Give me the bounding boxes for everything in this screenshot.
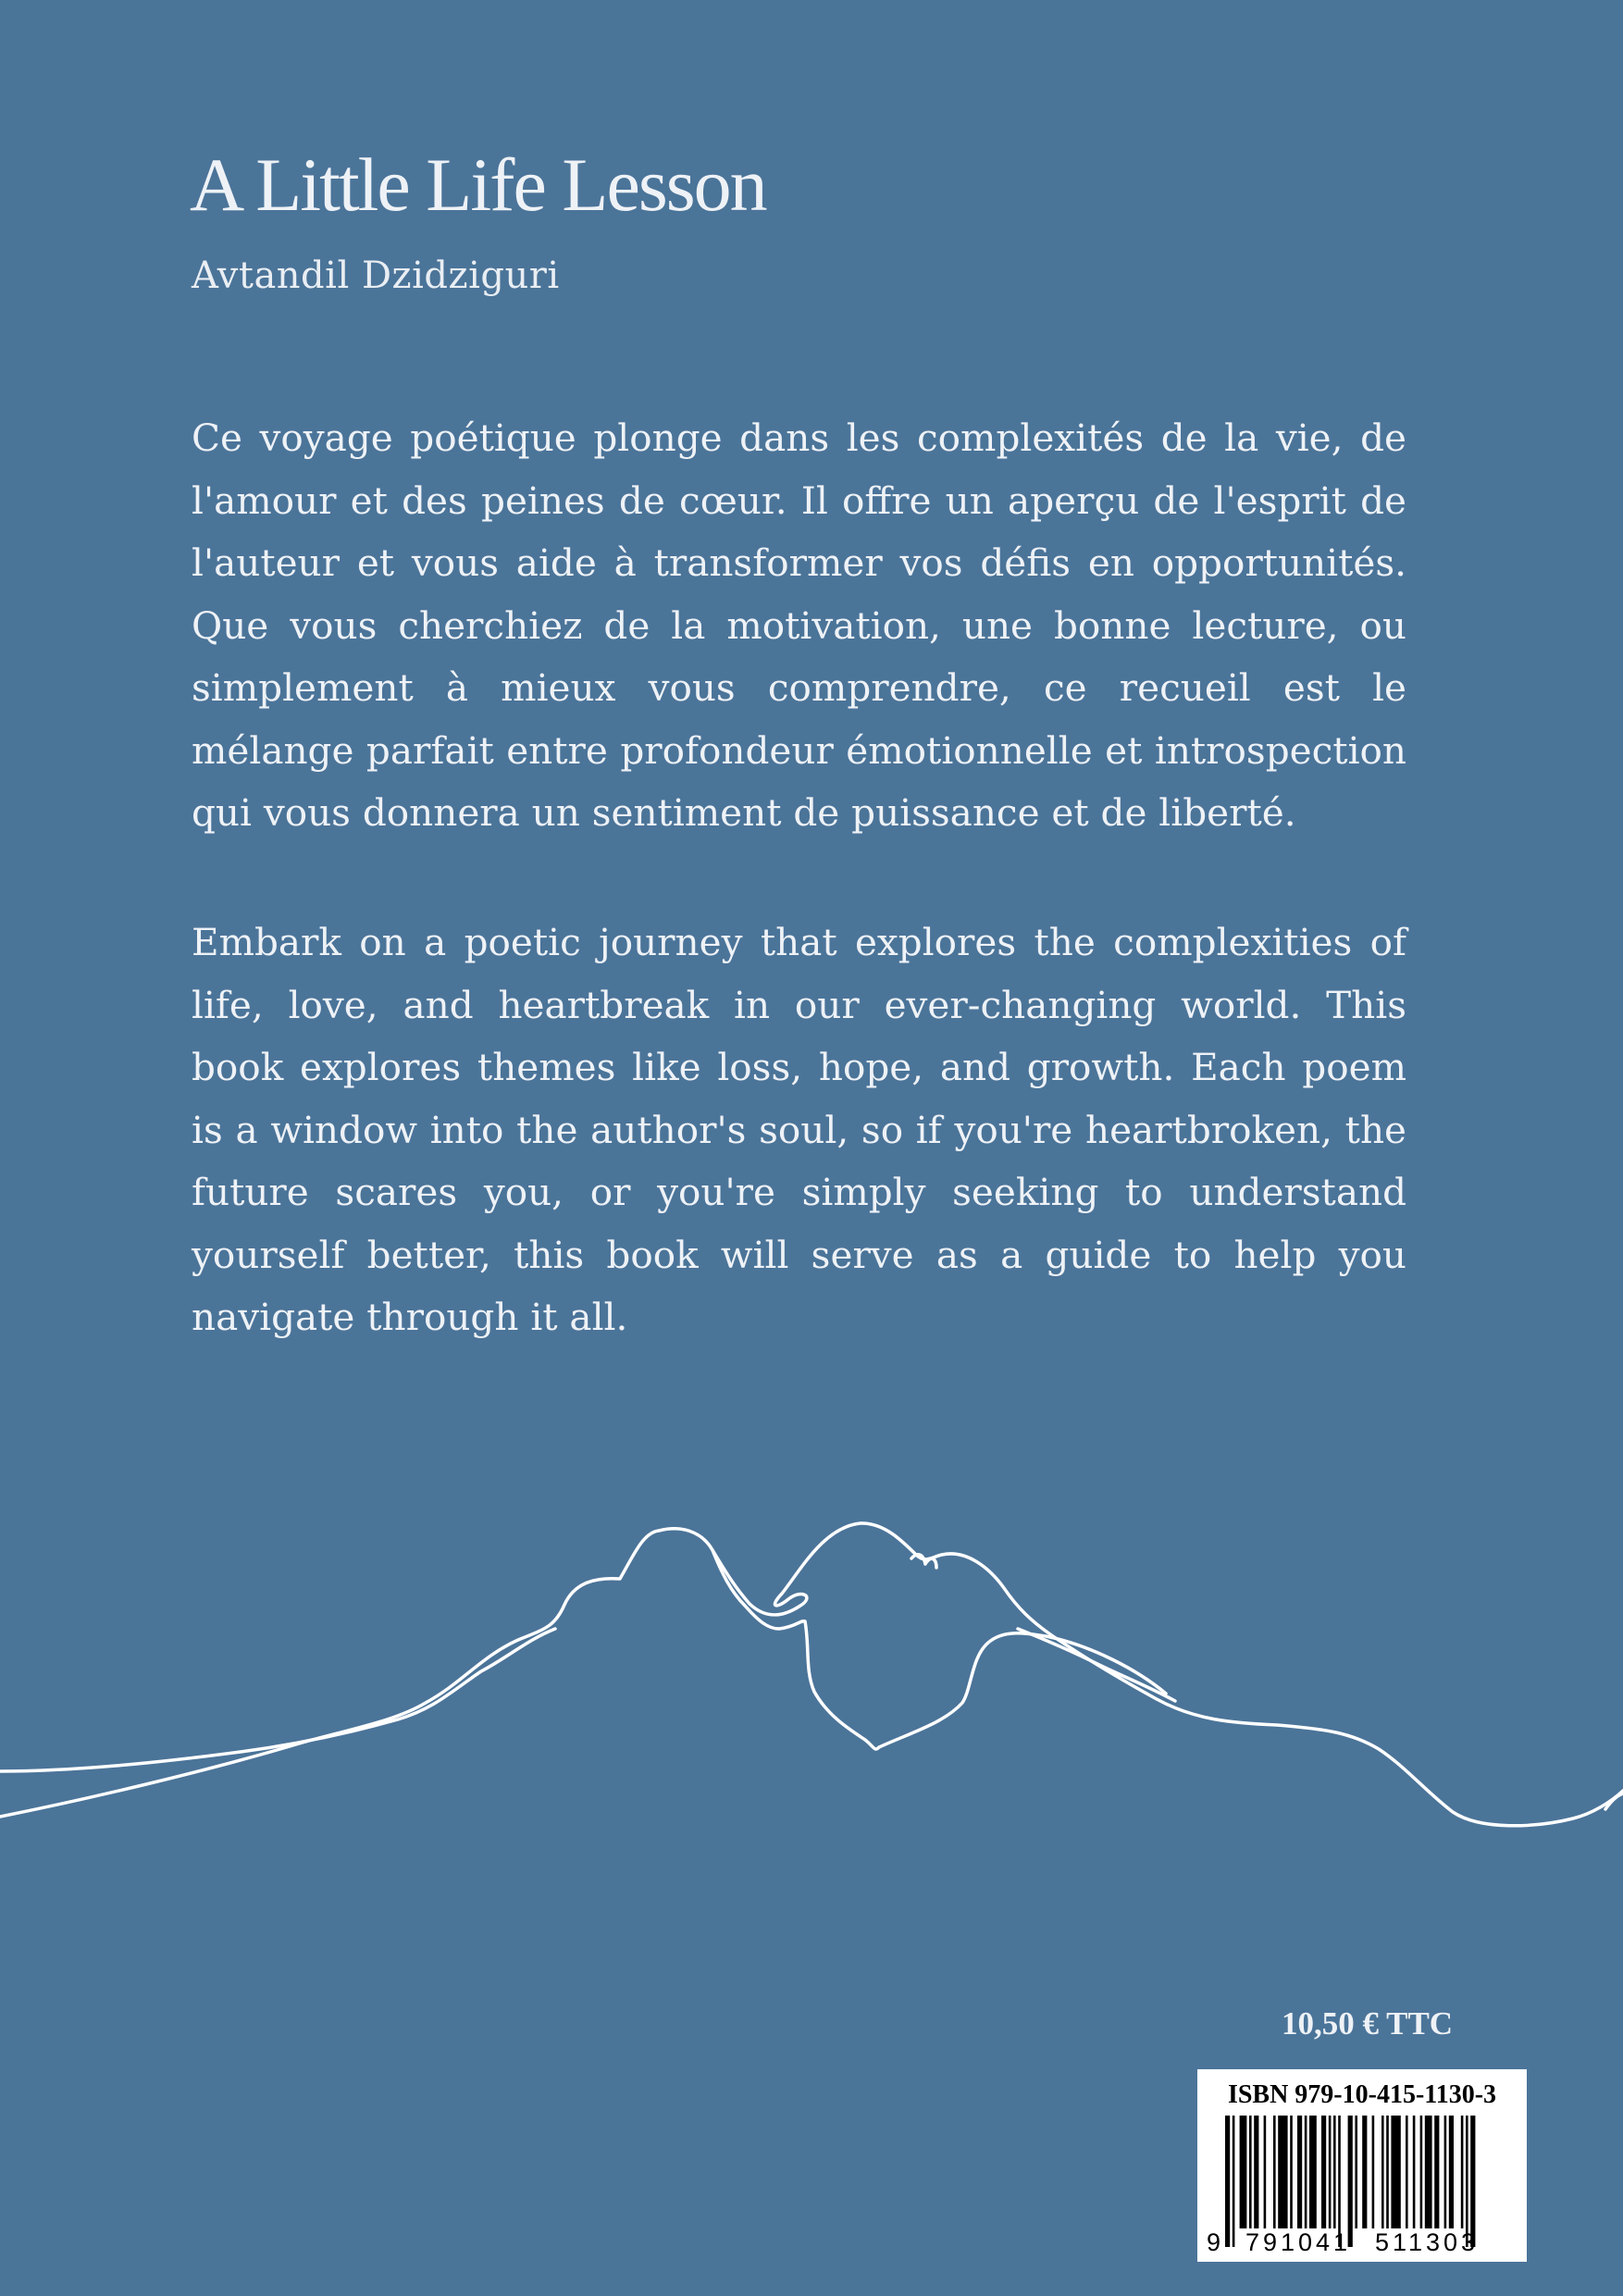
barcode-bar (1333, 2116, 1336, 2228)
barcode-bar (1225, 2116, 1230, 2247)
barcode-bar (1273, 2116, 1276, 2228)
price-label: 10,50 € TTC (1282, 2005, 1454, 2042)
barcode-bar (1386, 2116, 1389, 2228)
blurb-french: Ce voyage poétique plonge dans les complexités de la vie, de l'amour et des peines de cœur. Il offre un aperçu de l'esprit de l'auteur et vous aide à transformer vos défis en opportunités. Que vous cherchiez de la motivation, une bonne lecture, ou simplement à mieux vous comprendre, ce recueil est le mélange parfait entre profondeur émotionnelle et introspection qui vous donnera un sentiment de puissance et de liberté. (192, 416, 1406, 835)
barcode-bar (1240, 2116, 1247, 2228)
barcode-bar (1406, 2116, 1408, 2228)
author-name: Avtandil Dzidziguri (192, 254, 560, 297)
barcode-bar (1434, 2116, 1439, 2228)
barcode-bar (1449, 2116, 1454, 2228)
barcode-bar (1420, 2116, 1423, 2228)
barcode-bar (1425, 2116, 1432, 2228)
ridge-line-lower (0, 1523, 1623, 1826)
barcode-bar (1249, 2116, 1252, 2228)
barcode-bar (1362, 2116, 1367, 2228)
barcode-left-digits: 791041 (1245, 2228, 1352, 2256)
barcode-bar (1321, 2116, 1326, 2228)
barcode-bar (1372, 2116, 1375, 2228)
mountain-line-drawing-icon (0, 1481, 1623, 1869)
barcode-bar (1297, 2116, 1302, 2228)
ridge-detail (1018, 1629, 1175, 1701)
barcode-bar (1305, 2116, 1307, 2228)
barcode-bar (1470, 2116, 1475, 2247)
valley-loop (712, 1550, 1166, 1749)
barcode-bar (1290, 2116, 1293, 2228)
barcode-bar (1338, 2116, 1341, 2247)
barcode-bar (1391, 2116, 1400, 2228)
barcode-bar (1348, 2116, 1353, 2247)
barcode-bar (1329, 2116, 1332, 2228)
barcode-bar (1254, 2116, 1258, 2228)
barcode-bar (1233, 2116, 1235, 2247)
barcode-bar (1355, 2116, 1357, 2228)
blurb-english: Embark on a poetic journey that explores the complexities of life, love, and heartbreak in our ever-changing world. This book explores themes like loss, hope, and growth. Each poem is a window into the author's soul, so if you're heartbroken, the future scares you, or you're simply seeking to understand yourself better, this book will serve as a guide to help you navigate through it all. (192, 920, 1406, 1339)
isbn-barcode (1197, 2069, 1527, 2262)
barcode-lead-digit: 9 (1207, 2228, 1221, 2256)
barcode-bar (1264, 2116, 1267, 2228)
barcode-bar (1466, 2116, 1468, 2247)
barcode-bar (1309, 2116, 1317, 2228)
isbn-number: ISBN 979-10-415-1130-3 (1227, 2080, 1497, 2109)
barcode-right-digits: 511303 (1374, 2228, 1480, 2256)
barcode-bar (1461, 2116, 1464, 2228)
book-title: A Little Life Lesson (190, 143, 766, 227)
barcode-bar (1444, 2116, 1447, 2228)
barcode-bar (1413, 2116, 1416, 2228)
barcode-bar (1381, 2116, 1384, 2228)
barcode-bar (1278, 2116, 1287, 2228)
